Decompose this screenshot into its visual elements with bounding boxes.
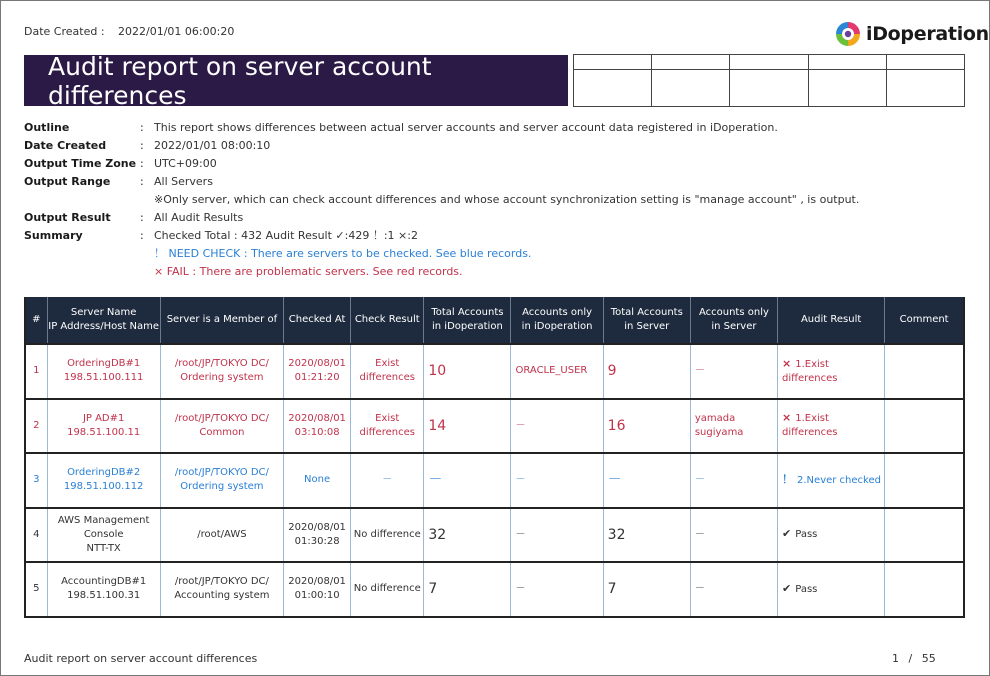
- row-check-result: No difference: [351, 562, 424, 617]
- row-comment: [885, 453, 964, 508]
- row-num: 5: [33, 583, 40, 595]
- row-server: AWS Management Console NTT-TX: [47, 508, 160, 563]
- info-colon: :: [140, 229, 144, 242]
- info-need-check: [24, 245, 859, 263]
- row-total-server: 9: [603, 344, 690, 399]
- table-row: [25, 344, 964, 399]
- info-outline: [24, 119, 859, 137]
- logo-ring-icon: [833, 19, 863, 49]
- row-total-ido: 10: [424, 344, 511, 399]
- col-checked-at: Checked At: [284, 297, 351, 344]
- col-total-server: Total Accounts in Server: [603, 297, 690, 344]
- approval-box: [808, 70, 886, 107]
- row-total-server: 16: [603, 399, 690, 454]
- row-only-server: －: [690, 344, 777, 399]
- table-row: [25, 562, 964, 617]
- logo-text: iDoperation: [866, 23, 989, 45]
- fail-icon: ×: [782, 411, 792, 425]
- date-created-label: Date Created :: [24, 25, 105, 38]
- info-timezone: [24, 155, 859, 173]
- row-server: JP AD#1 198.51.100.11: [47, 399, 160, 454]
- row-only-server: －: [690, 562, 777, 617]
- info-label: Summary: [24, 229, 83, 242]
- info-value: All Audit Results: [154, 211, 244, 224]
- row-total-ido: 32: [424, 508, 511, 563]
- need-check-note: ！ NEED CHECK : There are servers to be checked. See blue records.: [154, 247, 532, 260]
- info-value: This report shows differences between actual server accounts and server account data registered in iDoperation.: [154, 121, 778, 134]
- row-audit-result: × 1.Exist differences: [778, 399, 885, 454]
- approval-box: [652, 70, 730, 107]
- fail-icon: ×: [782, 356, 792, 370]
- approval-box: [730, 70, 808, 107]
- col-check-result: Check Result: [351, 297, 424, 344]
- check-icon: ✔: [782, 581, 792, 595]
- info-value: Checked Total : 432 Audit Result ✓:429 ！:1 ×:2: [154, 229, 418, 242]
- info-output-range-note: [24, 191, 859, 209]
- row-audit-result: ✔ Pass: [778, 562, 885, 617]
- table-row: [25, 453, 964, 508]
- row-check-result: Exist differences: [351, 344, 424, 399]
- row-only-ido: －: [511, 453, 603, 508]
- approval-stamp-boxes: [573, 54, 965, 107]
- row-total-ido: －: [424, 453, 511, 508]
- row-num: 3: [33, 474, 40, 486]
- row-comment: [885, 562, 964, 617]
- date-created: [24, 25, 234, 38]
- info-label: Output Time Zone: [24, 157, 137, 170]
- row-only-server: yamada sugiyama: [690, 399, 777, 454]
- col-member: Server is a Member of: [160, 297, 283, 344]
- warning-icon: ！: [782, 472, 794, 486]
- total-pages: 55: [921, 652, 936, 665]
- row-audit-result: ✔ Pass: [778, 508, 885, 563]
- row-total-ido: 14: [424, 399, 511, 454]
- row-total-server: －: [603, 453, 690, 508]
- info-note: ※Only server, which can check account differences and whose account synchronization setting is "manage account" , is output.: [154, 193, 860, 206]
- date-created-value: 2022/01/01 06:00:20: [118, 25, 235, 38]
- info-colon: :: [140, 157, 144, 170]
- row-server: OrderingDB#1 198.51.100.111: [47, 344, 160, 399]
- row-member: /root/JP/TOKYO DC/ Ordering system: [160, 453, 283, 508]
- info-label: Output Range: [24, 175, 111, 188]
- row-comment: [885, 399, 964, 454]
- col-comment: Comment: [885, 297, 964, 344]
- current-page: 1: [892, 652, 899, 665]
- footer-title: Audit report on server account differences: [24, 652, 258, 665]
- row-num: 2: [33, 419, 40, 431]
- row-only-ido: ORACLE_USER: [511, 344, 603, 399]
- row-checked-at: 2020/08/01 01:00:10: [284, 562, 351, 617]
- fail-note: × FAIL : There are problematic servers. See red records.: [154, 265, 463, 278]
- approval-box: [886, 70, 964, 107]
- info-colon: :: [140, 139, 144, 152]
- info-value: UTC+09:00: [154, 157, 217, 170]
- col-num: #: [25, 297, 47, 344]
- row-member: /root/JP/TOKYO DC/ Common: [160, 399, 283, 454]
- info-colon: :: [140, 175, 144, 188]
- info-summary: [24, 227, 859, 245]
- row-only-ido: －: [511, 399, 603, 454]
- row-comment: [885, 508, 964, 563]
- row-only-ido: －: [511, 508, 603, 563]
- info-fail: [24, 263, 859, 281]
- row-member: /root/JP/TOKYO DC/ Ordering system: [160, 344, 283, 399]
- report-info: [24, 119, 859, 281]
- info-value: 2022/01/01 08:00:10: [154, 139, 271, 152]
- row-checked-at: 2020/08/01 01:30:28: [284, 508, 351, 563]
- report-title: Audit report on server account differences: [24, 55, 568, 106]
- row-checked-at: 2020/08/01 01:21:20: [284, 344, 351, 399]
- check-icon: ✔: [782, 527, 792, 541]
- col-total-ido: Total Accounts in iDoperation: [424, 297, 511, 344]
- approval-box-header: [574, 55, 652, 70]
- row-comment: [885, 344, 964, 399]
- page-separator: /: [908, 652, 913, 665]
- row-server: OrderingDB#2 198.51.100.112: [47, 453, 160, 508]
- col-audit-result: Audit Result: [778, 297, 885, 344]
- col-only-ido: Accounts only in iDoperation: [511, 297, 603, 344]
- table-header: [25, 297, 964, 344]
- row-server: AccountingDB#1 198.51.100.31: [47, 562, 160, 617]
- col-server: Server Name IP Address/Host Name: [47, 297, 160, 344]
- approval-box-header: [886, 55, 964, 70]
- row-num: 4: [33, 528, 40, 540]
- row-check-result: No difference: [351, 508, 424, 563]
- row-member: /root/JP/TOKYO DC/ Accounting system: [160, 562, 283, 617]
- info-colon: :: [140, 211, 144, 224]
- approval-box-header: [730, 55, 808, 70]
- row-audit-result: × 1.Exist differences: [778, 344, 885, 399]
- approval-box-header: [652, 55, 730, 70]
- info-colon: :: [140, 121, 144, 134]
- audit-table: [24, 297, 965, 618]
- row-checked-at: None: [284, 453, 351, 508]
- row-member: /root/AWS: [160, 508, 283, 563]
- row-total-ido: 7: [424, 562, 511, 617]
- info-output-range: [24, 173, 859, 191]
- row-check-result: －: [351, 453, 424, 508]
- info-label: Outline: [24, 121, 70, 134]
- table-row: [25, 508, 964, 563]
- row-checked-at: 2020/08/01 03:10:08: [284, 399, 351, 454]
- info-date-created: [24, 137, 859, 155]
- col-only-server: Accounts only in Server: [690, 297, 777, 344]
- row-audit-result: ！ 2.Never checked: [778, 453, 885, 508]
- row-total-server: 32: [603, 508, 690, 563]
- idoperation-logo: [833, 19, 989, 49]
- table-row: [25, 399, 964, 454]
- row-check-result: Exist differences: [351, 399, 424, 454]
- approval-box-header: [808, 55, 886, 70]
- page-number: [889, 652, 939, 665]
- row-num: 1: [33, 365, 40, 377]
- approval-box: [574, 70, 652, 107]
- info-label: Date Created: [24, 139, 107, 152]
- info-value: All Servers: [154, 175, 213, 188]
- info-output-result: [24, 209, 859, 227]
- row-only-server: －: [690, 508, 777, 563]
- row-only-ido: －: [511, 562, 603, 617]
- info-label: Output Result: [24, 211, 111, 224]
- row-only-server: －: [690, 453, 777, 508]
- row-total-server: 7: [603, 562, 690, 617]
